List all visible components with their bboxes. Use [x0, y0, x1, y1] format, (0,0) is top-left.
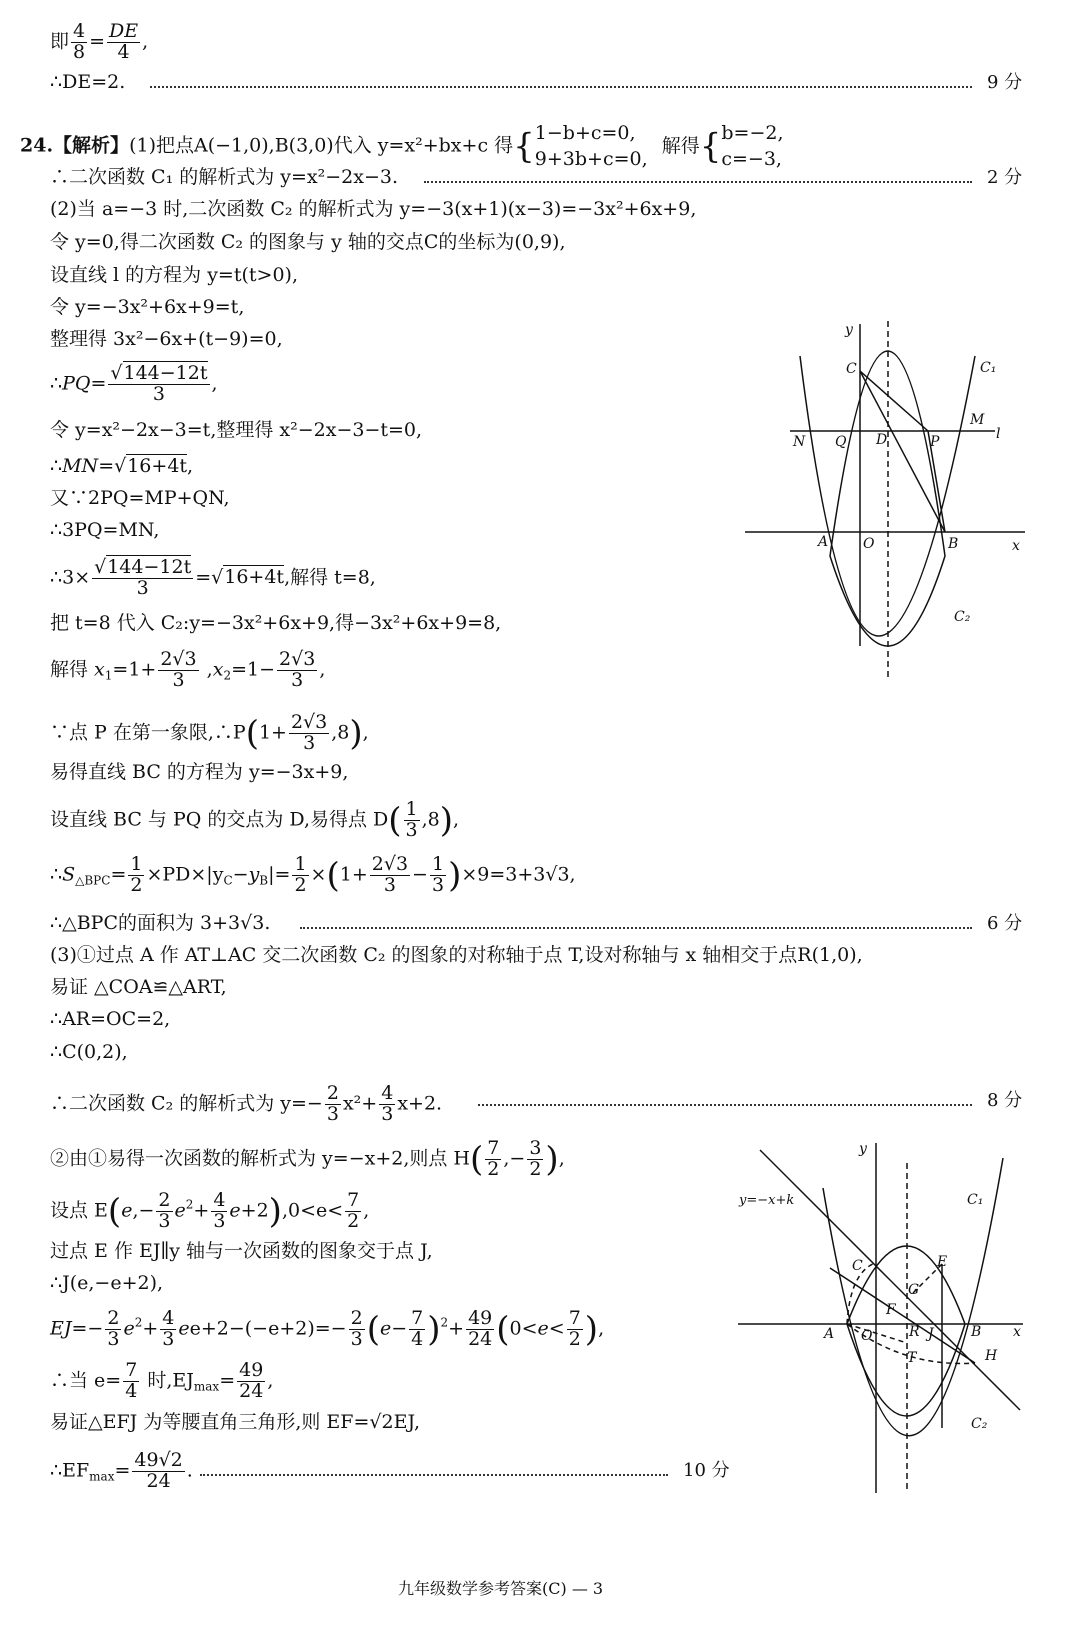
system-1: 1−b+c=0, 9+3b+c=0,	[534, 122, 648, 170]
label-d: D	[876, 432, 888, 448]
leader-dots	[150, 86, 972, 88]
label-c1: C₁	[967, 1192, 984, 1208]
line-p2-e: 整理得 3x²−6x+(t−9)=0,	[50, 328, 283, 350]
line-p3-h: 过点 E 作 EJ∥y 轴与一次函数的图象交于点 J,	[50, 1240, 433, 1262]
line-p2-k: ∴3× $\frac{√144-12t}{3}$ =√16+4t,解得 t=8,	[50, 556, 376, 599]
line-ratio: 即 $\frac{4}{8}$ = $\frac{DE}{4}$ ,	[50, 20, 149, 63]
segment-at	[847, 1324, 907, 1343]
line-p2-b: 令 y=0,得二次函数 C₂ 的图象与 y 轴的交点C的坐标为(0,9),	[50, 231, 566, 253]
line-p3-e: ∴二次函数 C₂ 的解析式为 y=− $\frac{2}{3}$ x²+ $\frac{4}{3}$ x+2.	[50, 1082, 443, 1125]
line-p2-o: 易得直线 BC 的方程为 y=−3x+9,	[50, 761, 349, 783]
label-b: B	[971, 1324, 982, 1340]
label-h: H	[985, 1348, 998, 1364]
fraction-4-8: $\frac{4}{8}$	[73, 20, 86, 63]
line-p2-m: 解得 $x_1=1+$ $\frac{2√3}{3}$ $,x_2=1-$ $\frac{2√3}{3}$ ,	[50, 648, 326, 691]
line-p3-k: ∴当 e= $\frac{7}{4}$ 时$,EJ_{max}=$ $\frac{49}{24}$ ,	[50, 1359, 274, 1402]
score-2: 2 分	[987, 167, 1023, 188]
line-p2-p: 设直线 BC 与 PQ 的交点为 D,易得点 D( $\frac{1}{3}$ ,8),	[50, 798, 460, 841]
label-l: l	[996, 426, 1001, 442]
segment-cp	[860, 371, 928, 431]
system-2: b=−2, c=−3,	[721, 122, 784, 170]
line-p2-q: $\therefore S_{\triangle BPC}=$ $\frac{1}{2}$ $\times PD\times|y_C-y_B|=$ $\frac{1}{2}$ ×(1+ $\frac{2√3}{3}$ − $\frac{1}{3}$ )×9=3+3√3,	[50, 853, 576, 896]
score-6: 6 分	[987, 913, 1023, 934]
line-p3-m: $\therefore EF_{max}=$ $\frac{49√2}{24}$ .	[50, 1449, 193, 1492]
label-x: x	[1013, 1324, 1021, 1340]
label-y: y	[859, 1141, 867, 1157]
line-p2-r: ∴△BPC的面积为 3+3√3.	[50, 912, 271, 934]
label-a: A	[818, 534, 829, 550]
label-c: C	[846, 361, 857, 377]
label-o: O	[861, 1328, 873, 1344]
line-p3-c: ∴AR=OC=2,	[50, 1008, 171, 1030]
leader-dots	[424, 181, 972, 183]
label-j: J	[928, 1326, 934, 1342]
line-p3-i: ∴J(e,−e+2),	[50, 1272, 164, 1294]
label-g: G	[908, 1282, 920, 1298]
label-q: Q	[835, 434, 847, 450]
fraction-de-4: $\frac{DE}{4}$	[109, 20, 139, 63]
leader-dots	[300, 927, 972, 929]
label-f: F	[886, 1302, 896, 1318]
line-ch	[830, 1268, 975, 1363]
line-p2-f: ∴PQ= $\frac{√144-12t}{3}$ ,	[50, 362, 218, 405]
line-p2-a: (2)当 a=−3 时,二次函数 C₂ 的解析式为 y=−3(x+1)(x−3)=−3x²+6x+9,	[50, 198, 697, 220]
label-x: x	[1012, 538, 1020, 554]
label-line: y=−x+k	[739, 1193, 795, 1208]
label-m: M	[970, 412, 985, 428]
line-p3-a: (3)①过点 A 作 AT⊥AC 交二次函数 C₂ 的图象的对称轴于点 T,设对称轴与 x 轴相交于点R(1,0),	[50, 944, 863, 966]
label-n: N	[793, 434, 806, 450]
line-p2-c: 设直线 l 的方程为 y=t(t>0),	[50, 264, 298, 286]
label-r: R	[909, 1324, 920, 1340]
line-p3-f: ②由①易得一次函数的解析式为 y=−x+2,则点 H( $\frac{7}{2}$ ,− $\frac{3}{2}$ ),	[50, 1137, 565, 1180]
text-ji: 即	[50, 30, 70, 53]
line-p2-d: 令 y=−3x²+6x+9=t,	[50, 296, 245, 318]
label-c2: C₂	[971, 1416, 988, 1432]
score-8: 8 分	[987, 1090, 1023, 1111]
line-p3-g: 设点 E(e,− $\frac{2}{3}$ $e^2+$ $\frac{4}{3}$ e+2),0<e< $\frac{7}{2}$ ,	[50, 1189, 370, 1232]
line-k	[760, 1150, 1020, 1410]
line-p2-l: 把 t=8 代入 C₂:y=−3x²+6x+9,得−3x²+6x+9=8,	[50, 612, 502, 634]
q24-heading: 24.【解析】	[20, 134, 130, 157]
label-a: A	[824, 1326, 835, 1342]
leader-dots	[478, 1104, 972, 1106]
score-9: 9 分	[987, 72, 1023, 93]
line-p3-l: 易证△EFJ 为等腰直角三角形,则 EF=√2EJ,	[50, 1411, 420, 1433]
segment-cb	[860, 371, 945, 532]
label-t: T	[907, 1350, 917, 1366]
score-10: 10 分	[683, 1460, 730, 1481]
label-y: y	[845, 322, 853, 338]
line-p3-j: EJ=− $\frac{2}{3}$ $e^2+$ $\frac{4}{3}$ ee+2−(−e+2)=− $\frac{2}{3}$ (e− $\frac{7}{4}$ )$^2$+ $\frac{49}{24}$ (0<e< $\frac{7}{2}$ ),	[50, 1307, 605, 1350]
q24-part1: 24.【解析】(1)把点A(−1,0),B(3,0)代入 y=x²+bx+c 得{ 1−b+c=0, 9+3b+c=0, 解得{ b=−2, c=−3,	[20, 121, 784, 172]
label-c2: C₂	[954, 609, 971, 625]
label-c: C	[852, 1258, 863, 1274]
label-c1: C₁	[980, 360, 997, 376]
line-p3-d: ∴C(0,2),	[50, 1041, 128, 1063]
figure-parabolas-1	[740, 316, 1030, 686]
line-p2-n: ∵点 P 在第一象限,∴P(1+ $\frac{2√3}{3}$ ,8),	[50, 711, 369, 754]
line-p2-h: ∴MN=√16+4t,	[50, 455, 194, 477]
line-p2-g: 令 y=x²−2x−3=t,整理得 x²−2x−3−t=0,	[50, 419, 423, 441]
line-p2-j: ∴3PQ=MN,	[50, 519, 160, 541]
figure-parabolas-2	[735, 1138, 1030, 1498]
line-c1-expr: ∴二次函数 C₁ 的解析式为 y=x²−2x−3.	[50, 166, 399, 188]
label-e: E	[937, 1254, 948, 1270]
label-p: P	[930, 434, 940, 450]
label-b: B	[948, 536, 959, 552]
line-de-2: ∴DE=2.	[50, 71, 126, 93]
line-p2-i: 又∵2PQ=MP+QN,	[50, 487, 230, 509]
page-footer: 九年级数学参考答案(C) — 3	[398, 1579, 604, 1598]
label-o: O	[863, 536, 875, 552]
line-p3-b: 易证 △COA≌△ART,	[50, 976, 227, 998]
leader-dots	[200, 1474, 668, 1476]
